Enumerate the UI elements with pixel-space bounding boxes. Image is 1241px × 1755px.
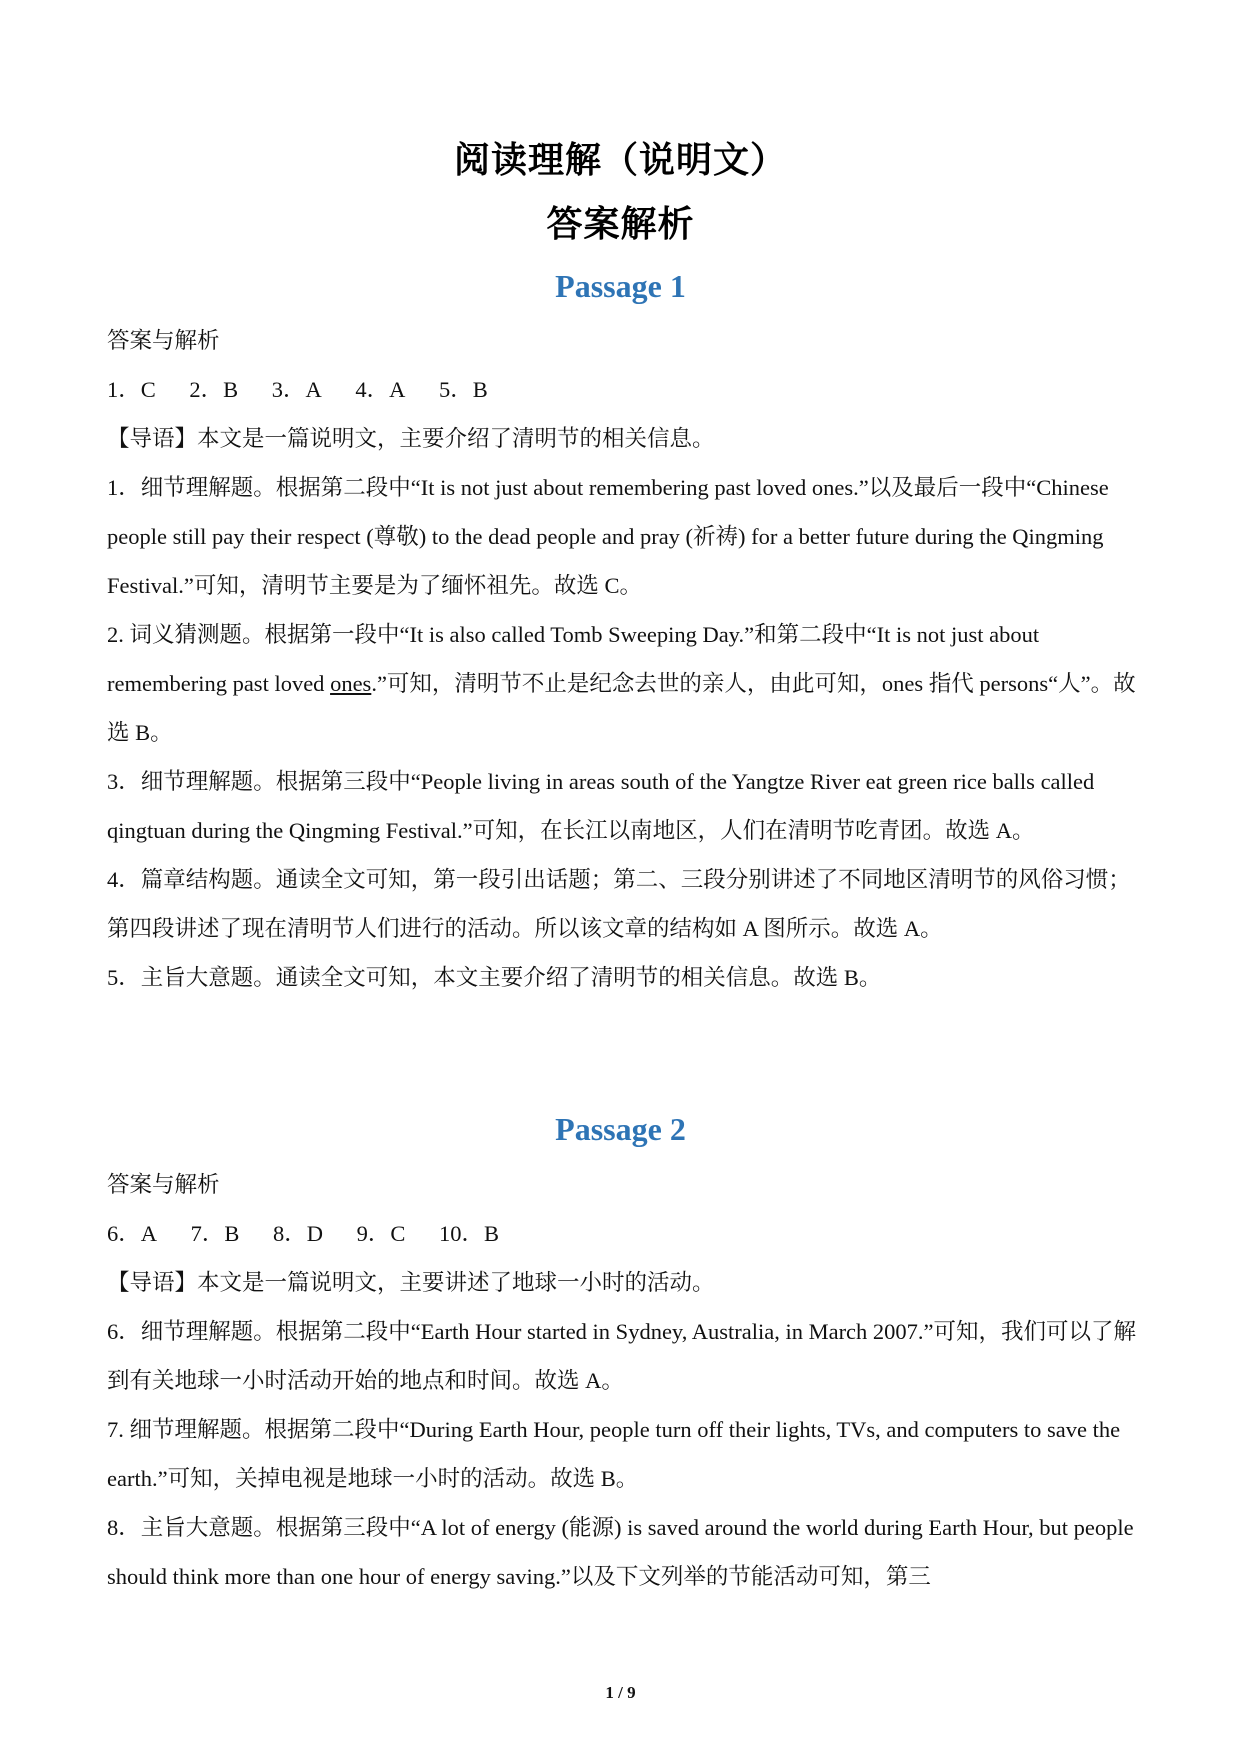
answer-item: 10．B — [439, 1221, 500, 1246]
explanation-paragraph: 5．主旨大意题。通读全文可知，本文主要介绍了清明节的相关信息。故选 B。 — [107, 965, 882, 990]
passage-2-answer-key — [107, 1209, 1147, 1258]
explanation-paragraph: 4．篇章结构题。通读全文可知，第一段引出话题；第二、三段分别讲述了不同地区清明节的风俗习惯；第四段讲述了现在清明节人们进行的活动。所以该文章的结构如 A 图所示。故选 A。 — [107, 867, 1131, 941]
answer-item: 1．C — [107, 377, 156, 402]
answer-item: 8．D — [273, 1221, 324, 1246]
answer-item: 2．B — [189, 377, 239, 402]
passage-2-intro: 【导语】本文是一篇说明文，主要讲述了地球一小时的活动。 — [107, 1270, 715, 1295]
answer-item: 3．A — [271, 377, 322, 402]
passage-1-intro: 【导语】本文是一篇说明文，主要介绍了清明节的相关信息。 — [107, 426, 715, 451]
answer-item: 9．C — [356, 1221, 406, 1246]
explanation-paragraph — [107, 610, 1147, 757]
underlined-word: ones — [330, 671, 372, 696]
passage-1-answer-key — [107, 365, 1147, 414]
explanation-paragraph: 7. 细节理解题。根据第二段中“During Earth Hour, people turn off their lights, TVs, and computers to save the earth.”可知，关掉电视是地球一小时的活动。故选 B。 — [107, 1417, 1121, 1491]
passage-2-section-label: 答案与解析 — [107, 1172, 220, 1197]
passage-2-heading: Passage 2 — [555, 1111, 686, 1147]
explanation-text: .”可知，清明节不止是纪念去世的亲人，由此可知，ones 指代 persons“人”。故选 B。 — [107, 671, 1136, 745]
explanation-paragraph: 8．主旨大意题。根据第三段中“A lot of energy (能源) is saved around the world during Earth Hour, but people should think more than one hour of energy saving.”以及下文列举的节能活动可知，第三 — [107, 1515, 1134, 1589]
passage-1-section-label: 答案与解析 — [107, 328, 220, 353]
answer-item: 6．A — [107, 1221, 157, 1246]
explanation-text: 2. 词义猜测题。根据第一段中“It is also called Tomb Sweeping Day.”和第二段中“It is not just about remembering past loved — [107, 622, 1040, 696]
answer-item: 5．B — [439, 377, 488, 402]
passage-1-heading: Passage 1 — [555, 268, 686, 304]
passage-1-content — [107, 316, 1147, 1002]
answer-item: 4．A — [355, 377, 406, 402]
document-title: 阅读理解（说明文） — [453, 140, 787, 181]
explanation-paragraph: 6．细节理解题。根据第二段中“Earth Hour started in Sydney, Australia, in March 2007.”可知，我们可以了解到有关地球一小时活动开始的地点和时间。故选 A。 — [107, 1319, 1137, 1393]
page-number: 1 / 9 — [605, 1683, 636, 1702]
passage-2-content — [107, 1160, 1147, 1601]
answer-item: 7．B — [190, 1221, 240, 1246]
explanation-paragraph: 3．细节理解题。根据第三段中“People living in areas south of the Yangtze River eat green rice balls called qingtuan during the Qingming Festival.”可知，在长江以南地区，人们在清明节吃青团。故选 A。 — [107, 769, 1095, 843]
explanation-paragraph: 1．细节理解题。根据第二段中“It is not just about remembering past loved ones.”以及最后一段中“Chinese people still pay their respect (尊敬) to the dead people and pray (祈祷) for a better future during the Qingming Festival.”可知，清明节主要是为了缅怀祖先。故选 C。 — [107, 475, 1109, 598]
document-subtitle: 答案解析 — [546, 204, 695, 245]
